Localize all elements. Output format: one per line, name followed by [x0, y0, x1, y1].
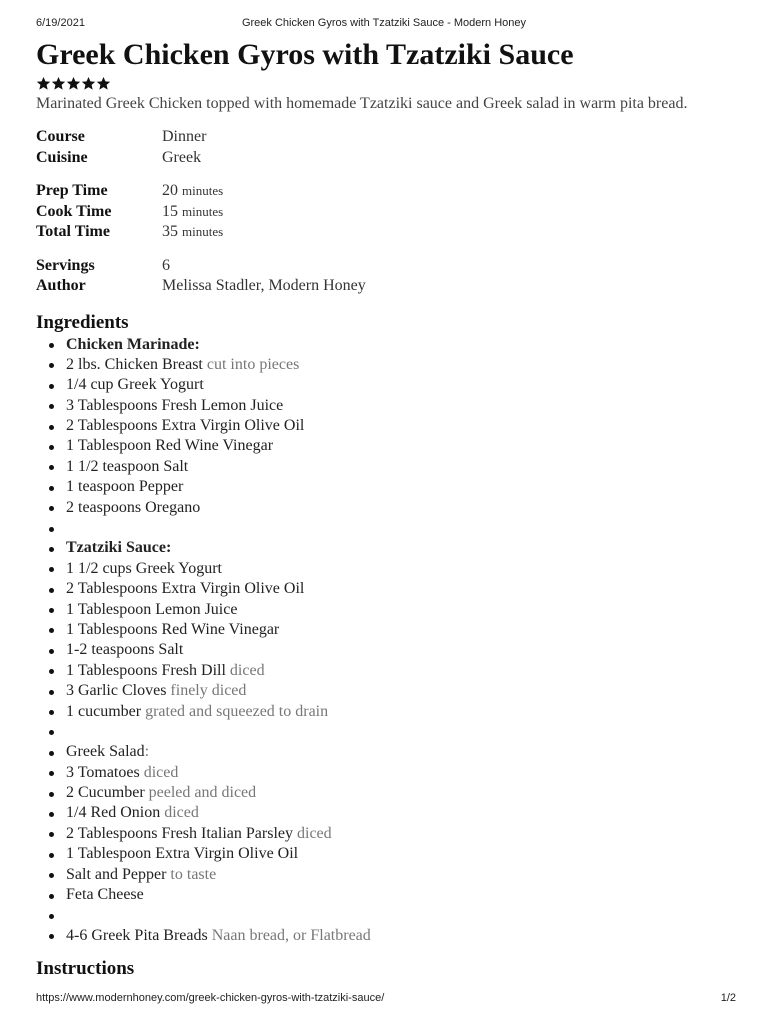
recipe-card [36, 36, 736, 981]
meta-label: Cook Time [36, 202, 112, 220]
ingredient-text: 1 1/2 cups Greek Yogurt [66, 559, 222, 577]
star-icon [51, 76, 66, 91]
ingredient-text: 1 teaspoon Pepper [66, 478, 184, 496]
ingredient-item [36, 824, 736, 844]
meta-group [36, 256, 736, 297]
ingredient-item [36, 742, 736, 762]
recipe-meta [36, 127, 736, 297]
ingredient-item [36, 722, 736, 742]
bullet-icon [49, 649, 54, 654]
ingredient-note: diced [229, 661, 265, 679]
bullet-icon [49, 894, 54, 899]
print-date: 6/19/2021 [36, 17, 85, 29]
ingredient-item [36, 416, 736, 436]
ingredient-note: Naan bread, or Flatbread [211, 926, 371, 944]
ingredient-item [36, 457, 736, 477]
meta-value-text: Greek [162, 148, 202, 166]
meta-unit: minutes [182, 183, 224, 198]
ingredient-text: 1/4 Red Onion [66, 804, 161, 822]
ingredient-note: diced [164, 804, 199, 822]
meta-group [36, 127, 736, 168]
meta-row [36, 202, 736, 223]
page-number: 1/2 [720, 992, 736, 1004]
ingredient-text: 2 Tablespoons Extra Virgin Olive Oil [66, 417, 305, 435]
bullet-icon [49, 730, 54, 735]
ingredient-note: cut into pieces [206, 355, 300, 373]
ingredient-item [36, 783, 736, 803]
bullet-icon [49, 465, 54, 470]
meta-label: Total Time [36, 223, 110, 240]
ingredient-text: 1 Tablespoon Lemon Juice [66, 600, 238, 618]
ingredient-item [36, 681, 736, 701]
ingredient-text: 1/4 cup Greek Yogurt [66, 376, 204, 394]
ingredient-item [36, 844, 736, 864]
bullet-icon [49, 812, 54, 817]
bullet-icon [49, 547, 54, 552]
meta-value-text: Dinner [162, 128, 207, 145]
meta-group [36, 181, 736, 243]
bullet-icon [49, 363, 54, 368]
bullet-icon [49, 751, 54, 756]
ingredient-note: : [144, 743, 150, 761]
ingredient-text: 1 Tablespoons Red Wine Vinegar [66, 620, 280, 638]
meta-row [36, 127, 736, 148]
bullet-icon [49, 628, 54, 633]
ingredient-text: 4-6 Greek Pita Breads [66, 926, 208, 944]
meta-value-text: 20 [162, 182, 178, 199]
ingredient-item [36, 579, 736, 599]
meta-value [162, 256, 170, 277]
meta-value-text: 35 [162, 223, 178, 240]
ingredient-group-label: Chicken Marinade: [66, 335, 200, 353]
ingredient-note: diced [143, 763, 179, 781]
bullet-icon [49, 914, 54, 919]
bullet-icon [49, 425, 54, 430]
print-header [0, 0, 768, 40]
ingredient-item [36, 926, 736, 946]
bullet-icon [49, 486, 54, 491]
ingredient-text: 1 cucumber [66, 702, 142, 720]
print-url: https://www.modernhoney.com/greek-chicken-gyros-with-tzatziki-sauce/ [36, 992, 385, 1004]
meta-value-text: 15 [162, 202, 178, 220]
meta-row [36, 222, 736, 243]
meta-value [162, 202, 223, 223]
bullet-icon [49, 690, 54, 695]
ingredient-item [36, 396, 736, 416]
ingredient-text: 3 Tomatoes [66, 763, 140, 781]
ingredient-item [36, 905, 736, 925]
meta-value [162, 127, 206, 148]
ingredient-text: 3 Garlic Cloves [66, 682, 167, 700]
bullet-icon [49, 710, 54, 715]
bullet-icon [49, 567, 54, 572]
meta-label: Servings [36, 256, 95, 274]
bullet-icon [49, 608, 54, 613]
ingredient-text: 3 Tablespoons Fresh Lemon Juice [66, 396, 284, 414]
bullet-icon [49, 343, 54, 348]
bullet-icon [49, 588, 54, 593]
ingredient-item [36, 640, 736, 660]
ingredient-item [36, 559, 736, 579]
bullet-icon [49, 934, 54, 939]
meta-row [36, 256, 736, 277]
ingredient-text: Greek Salad [66, 743, 145, 761]
recipe-title: Greek Chicken Gyros with Tzatziki Sauce [36, 38, 574, 71]
ingredient-note: to taste [170, 865, 217, 883]
ingredient-item [36, 375, 736, 395]
meta-value-text: 6 [162, 256, 170, 274]
ingredient-text: Feta Cheese [66, 886, 144, 904]
meta-row [36, 276, 736, 297]
ingredient-item [36, 600, 736, 620]
ingredient-text: 2 Cucumber [66, 784, 145, 802]
ingredient-item [36, 498, 736, 518]
bullet-icon [49, 445, 54, 450]
bullet-icon [49, 853, 54, 858]
bullet-icon [49, 832, 54, 837]
star-icon [96, 76, 111, 91]
ingredient-item [36, 885, 736, 905]
bullet-icon [49, 506, 54, 511]
ingredient-text: 2 teaspoons Oregano [66, 498, 201, 516]
ingredient-item [36, 518, 736, 538]
meta-label: Cuisine [36, 148, 88, 166]
ingredient-item [36, 355, 736, 375]
ingredient-text: 2 Tablespoons Extra Virgin Olive Oil [66, 580, 305, 598]
ingredient-text: 1-2 teaspoons Salt [66, 641, 184, 659]
bullet-icon [49, 873, 54, 878]
print-document-title: Greek Chicken Gyros with Tzatziki Sauce - Modern Honey [241, 17, 527, 29]
ingredient-item [36, 436, 736, 456]
ingredient-item [36, 661, 736, 681]
bullet-icon [49, 404, 54, 409]
ingredient-text: 1 Tablespoon Red Wine Vinegar [66, 437, 274, 455]
recipe-summary: Marinated Greek Chicken topped with homemade Tzatziki sauce and Greek salad in warm pita bread. [36, 95, 688, 112]
ingredient-item [36, 803, 736, 823]
meta-row [36, 148, 736, 169]
ingredient-note: finely diced [170, 682, 247, 700]
ingredients-list [36, 335, 736, 947]
ingredient-item [36, 763, 736, 783]
meta-value [162, 276, 366, 297]
meta-unit: minutes [182, 203, 224, 219]
ingredient-note: diced [297, 824, 332, 842]
ingredient-group-label: Tzatziki Sauce: [66, 539, 172, 557]
bullet-icon [49, 771, 54, 776]
meta-value [162, 148, 201, 169]
meta-value [162, 181, 223, 202]
print-footer [0, 990, 768, 1010]
meta-row [36, 181, 736, 202]
meta-value [162, 222, 223, 243]
instructions-heading: Instructions [36, 958, 135, 980]
ingredient-text: 1 Tablespoon Extra Virgin Olive Oil [66, 845, 299, 863]
meta-unit: minutes [182, 224, 224, 239]
ingredient-item [36, 620, 736, 640]
star-icon [66, 76, 81, 91]
ingredient-text: 1 1/2 teaspoon Salt [66, 457, 189, 475]
ingredient-text: 1 Tablespoons Fresh Dill [66, 661, 226, 679]
ingredient-group-header [36, 538, 736, 558]
meta-label: Prep Time [36, 182, 108, 199]
meta-value-text: Melissa Stadler, Modern Honey [162, 277, 366, 294]
ingredient-text: 2 lbs. Chicken Breast [66, 355, 203, 373]
ingredient-item [36, 477, 736, 497]
ingredient-note: grated and squeezed to drain [145, 702, 329, 720]
ingredient-group-header [36, 335, 736, 355]
bullet-icon [49, 792, 54, 797]
bullet-icon [49, 669, 54, 674]
ingredient-item [36, 865, 736, 885]
rating-stars [36, 76, 736, 94]
bullet-icon [49, 527, 54, 532]
ingredients-heading: Ingredients [36, 311, 129, 333]
ingredient-item [36, 702, 736, 722]
star-icon [36, 76, 51, 91]
star-icon [81, 76, 96, 91]
bullet-icon [49, 384, 54, 389]
meta-label: Course [36, 128, 85, 145]
ingredient-text: Salt and Pepper [66, 865, 167, 883]
ingredient-text: 2 Tablespoons Fresh Italian Parsley [66, 824, 293, 842]
meta-label: Author [36, 277, 86, 294]
ingredient-note: peeled and diced [148, 784, 257, 802]
